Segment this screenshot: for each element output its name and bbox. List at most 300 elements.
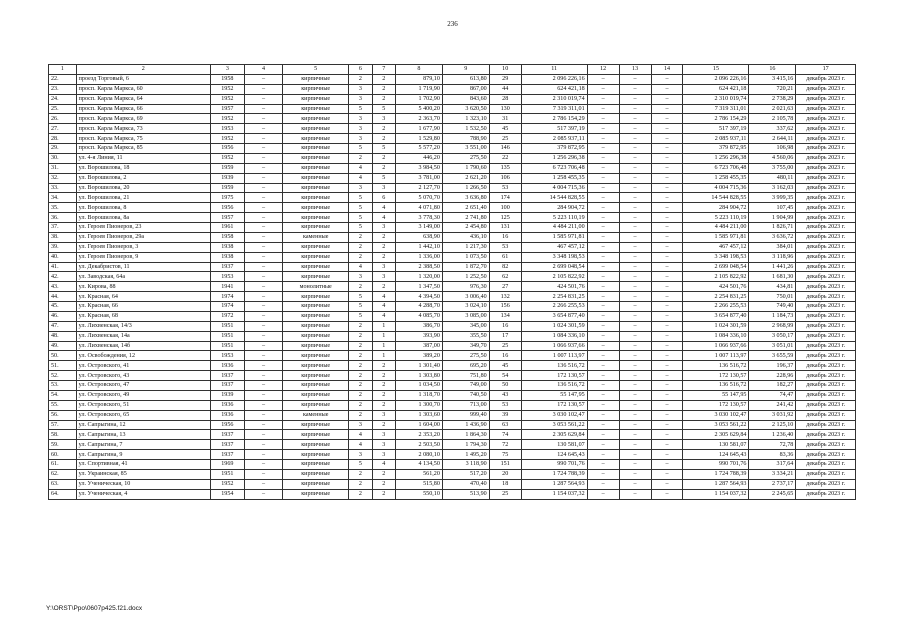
footer-file-path: Y:\ORST\Ppo\0607p425.f21.docx — [46, 605, 143, 612]
table-cell: декабрь 2023 г. — [796, 331, 856, 341]
table-cell: 106 — [489, 173, 521, 183]
table-cell: 37. — [49, 223, 77, 233]
table-cell: – — [244, 183, 282, 193]
table-cell: кирпичные — [283, 223, 349, 233]
table-cell: 1 904,99 — [749, 213, 796, 223]
table-cell: 46. — [49, 311, 77, 321]
table-cell: 613,80 — [442, 74, 489, 84]
table-cell: декабрь 2023 г. — [796, 272, 856, 282]
table-cell: 3 551,00 — [442, 144, 489, 154]
table-cell: 136 516,72 — [521, 361, 587, 371]
table-cell: – — [651, 114, 683, 124]
table-cell: – — [587, 331, 619, 341]
table-cell: 1974 — [210, 292, 244, 302]
table-cell: 5 223 110,19 — [683, 213, 749, 223]
table-cell: 2 968,99 — [749, 321, 796, 331]
table-cell: 53 — [489, 400, 521, 410]
table-cell: 3 030 102,47 — [683, 410, 749, 420]
table-body — [49, 74, 856, 499]
table-cell: – — [587, 450, 619, 460]
table-cell: ул. Спортивная, 41 — [76, 460, 210, 470]
table-cell: – — [651, 361, 683, 371]
table-cell: – — [244, 469, 282, 479]
table-cell: ул. Ворошилова, 20 — [76, 183, 210, 193]
table-cell: 387,00 — [396, 341, 443, 351]
table-cell: – — [619, 213, 651, 223]
table-cell: 29 — [489, 74, 521, 84]
table-cell: кирпичные — [283, 430, 349, 440]
table-cell: – — [244, 193, 282, 203]
table-cell: 52. — [49, 371, 77, 381]
table-cell: 172 130,57 — [683, 371, 749, 381]
table-cell: – — [587, 469, 619, 479]
table-cell: 1 — [372, 321, 395, 331]
table-cell: 2 363,70 — [396, 114, 443, 124]
table-cell: 5 — [349, 213, 372, 223]
table-cell: 1 872,70 — [442, 262, 489, 272]
table-cell: – — [651, 460, 683, 470]
table-cell: просп. Карла Маркса, 73 — [76, 124, 210, 134]
table-cell: – — [651, 74, 683, 84]
table-cell: кирпичные — [283, 252, 349, 262]
table-cell: кирпичные — [283, 469, 349, 479]
table-cell: – — [587, 124, 619, 134]
table-cell: 3 162,03 — [749, 183, 796, 193]
table-cell: 4 134,50 — [396, 460, 443, 470]
table-cell: 1956 — [210, 420, 244, 430]
table-cell: декабрь 2023 г. — [796, 144, 856, 154]
table-cell: ул. Островского, 51 — [76, 400, 210, 410]
column-header: 5 — [283, 65, 349, 75]
table-cell: 3 118,96 — [749, 252, 796, 262]
table-row — [49, 371, 856, 381]
table-cell: 1 007 113,97 — [683, 351, 749, 361]
table-cell: 62 — [489, 272, 521, 282]
table-cell: 82 — [489, 262, 521, 272]
table-cell: кирпичные — [283, 351, 349, 361]
table-cell: 130 581,07 — [521, 440, 587, 450]
table-cell: 393,90 — [396, 331, 443, 341]
table-row — [49, 213, 856, 223]
table-cell: – — [244, 361, 282, 371]
table-cell: 720,21 — [749, 84, 796, 94]
table-cell: просп. Карла Маркса, 69 — [76, 114, 210, 124]
table-cell: 1936 — [210, 361, 244, 371]
table-cell: – — [244, 134, 282, 144]
table-cell: – — [244, 381, 282, 391]
table-cell: – — [651, 242, 683, 252]
table-cell: 124 645,43 — [683, 450, 749, 460]
table-cell: декабрь 2023 г. — [796, 84, 856, 94]
table-cell: 83,36 — [749, 450, 796, 460]
table-cell: 5 223 110,19 — [521, 213, 587, 223]
table-cell: – — [651, 430, 683, 440]
table-cell: 1 — [372, 341, 395, 351]
table-cell: 1 154 037,32 — [683, 489, 749, 499]
table-cell: 2 — [372, 94, 395, 104]
table-cell: 4 — [349, 262, 372, 272]
table-cell: кирпичные — [283, 114, 349, 124]
table-cell: – — [651, 94, 683, 104]
table-cell: – — [619, 331, 651, 341]
table-cell: 2 503,50 — [396, 440, 443, 450]
table-cell: кирпичные — [283, 440, 349, 450]
table-cell: ул. Ворошилова, 18 — [76, 163, 210, 173]
table-cell: декабрь 2023 г. — [796, 351, 856, 361]
table-cell: ул. Кирова, 88 — [76, 282, 210, 292]
table-cell: 1952 — [210, 479, 244, 489]
table-cell: – — [587, 381, 619, 391]
table-cell: 6 723 706,48 — [683, 163, 749, 173]
table-cell: 2 — [372, 282, 395, 292]
table-cell: 695,20 — [442, 361, 489, 371]
table-cell: 1 303,80 — [396, 371, 443, 381]
table-row — [49, 321, 856, 331]
table-cell: 1951 — [210, 331, 244, 341]
table-cell: – — [244, 173, 282, 183]
table-cell: ул. Красная, 68 — [76, 311, 210, 321]
table-cell: 2 105 822,92 — [521, 272, 587, 282]
table-cell: – — [619, 94, 651, 104]
table-cell: ул. Декабристов, 11 — [76, 262, 210, 272]
table-cell: 1 034,50 — [396, 381, 443, 391]
table-cell: 2 — [372, 400, 395, 410]
table-row — [49, 292, 856, 302]
table-cell: ул. Островского, 49 — [76, 390, 210, 400]
table-cell: – — [619, 173, 651, 183]
table-cell: 1952 — [210, 153, 244, 163]
table-cell: – — [619, 469, 651, 479]
table-cell: ул. Сапрыгина, 13 — [76, 430, 210, 440]
table-cell: 22 — [489, 153, 521, 163]
column-header: 1 — [49, 65, 77, 75]
table-cell: 517 397,19 — [521, 124, 587, 134]
table-cell: – — [619, 410, 651, 420]
table-cell: – — [587, 203, 619, 213]
table-cell: 1 320,00 — [396, 272, 443, 282]
table-cell: – — [651, 410, 683, 420]
table-cell: 53. — [49, 381, 77, 391]
table-cell: 436,10 — [442, 232, 489, 242]
table-cell: 749,40 — [749, 302, 796, 312]
table-cell: – — [651, 371, 683, 381]
table-cell: 1 436,90 — [442, 420, 489, 430]
table-cell: 61 — [489, 252, 521, 262]
table-cell: 1 154 037,32 — [521, 489, 587, 499]
column-header: 8 — [396, 65, 443, 75]
table-cell: 275,50 — [442, 351, 489, 361]
table-cell: 28 — [489, 94, 521, 104]
table-cell: 3 — [372, 262, 395, 272]
table-cell: 62. — [49, 469, 77, 479]
table-cell: – — [587, 144, 619, 154]
table-cell: 2 080,10 — [396, 450, 443, 460]
table-cell: ул. Ученическая, 4 — [76, 489, 210, 499]
table-cell: – — [587, 173, 619, 183]
table-cell: 2 — [349, 321, 372, 331]
table-cell: 2 644,11 — [749, 134, 796, 144]
table-cell: кирпичные — [283, 311, 349, 321]
table-cell: 2 105,78 — [749, 114, 796, 124]
table-cell: 3 118,90 — [442, 460, 489, 470]
table-row — [49, 450, 856, 460]
table-cell: 976,30 — [442, 282, 489, 292]
table-cell: 1953 — [210, 272, 244, 282]
table-cell: 1 007 113,97 — [521, 351, 587, 361]
table-cell: 446,20 — [396, 153, 443, 163]
table-row — [49, 134, 856, 144]
table-cell: декабрь 2023 г. — [796, 400, 856, 410]
table-cell: 60. — [49, 450, 77, 460]
table-cell: – — [651, 232, 683, 242]
table-cell: 16 — [489, 321, 521, 331]
table-cell: ул. Сапрыгина, 9 — [76, 450, 210, 460]
table-cell: 45 — [489, 124, 521, 134]
table-row — [49, 460, 856, 470]
table-cell: – — [619, 124, 651, 134]
table-cell: 2 — [372, 489, 395, 499]
table-cell: 2 — [349, 400, 372, 410]
table-cell: ул. Заводская, 64а — [76, 272, 210, 282]
table-cell: – — [244, 460, 282, 470]
table-row — [49, 223, 856, 233]
table-cell: декабрь 2023 г. — [796, 371, 856, 381]
table-cell: 1 — [372, 351, 395, 361]
table-cell: – — [651, 144, 683, 154]
table-cell: кирпичные — [283, 420, 349, 430]
table-cell: 1937 — [210, 440, 244, 450]
table-row — [49, 124, 856, 134]
table-cell: 1 347,50 — [396, 282, 443, 292]
table-cell: кирпичные — [283, 94, 349, 104]
table-row — [49, 361, 856, 371]
table-cell: – — [651, 311, 683, 321]
table-cell: 2 — [372, 232, 395, 242]
table-cell: 2 — [372, 252, 395, 262]
table-row — [49, 74, 856, 84]
table-cell: – — [587, 371, 619, 381]
table-cell: 136 516,72 — [521, 381, 587, 391]
table-cell: – — [244, 390, 282, 400]
table-cell: – — [651, 104, 683, 114]
table-cell: 424 501,76 — [683, 282, 749, 292]
table-cell: 151 — [489, 460, 521, 470]
table-cell: – — [587, 440, 619, 450]
table-cell: 3 984,50 — [396, 163, 443, 173]
table-cell: 1 323,10 — [442, 114, 489, 124]
table-cell: 3 — [349, 134, 372, 144]
table-cell: 3 755,00 — [749, 163, 796, 173]
table-cell: 39 — [489, 410, 521, 420]
table-cell: – — [587, 153, 619, 163]
table-cell: 5 — [349, 193, 372, 203]
table-cell: 1957 — [210, 213, 244, 223]
table-cell: – — [587, 94, 619, 104]
table-cell: 1 287 564,93 — [521, 479, 587, 489]
table-cell: 3 053 561,22 — [521, 420, 587, 430]
table-cell: 2 305 629,84 — [683, 430, 749, 440]
table-cell: 4 — [372, 213, 395, 223]
table-cell: 1937 — [210, 450, 244, 460]
table-cell: – — [651, 193, 683, 203]
table-cell: 2 — [372, 153, 395, 163]
table-cell: декабрь 2023 г. — [796, 193, 856, 203]
table-cell: – — [244, 153, 282, 163]
table-cell: 6 723 706,48 — [521, 163, 587, 173]
table-cell: 27. — [49, 124, 77, 134]
table-cell: 72,78 — [749, 440, 796, 450]
table-cell: 1 300,70 — [396, 400, 443, 410]
table-cell: 6 — [372, 193, 395, 203]
table-cell: 5 — [372, 104, 395, 114]
table-cell: 3 — [349, 94, 372, 104]
table-cell: 3 — [372, 430, 395, 440]
table-cell: 23. — [49, 84, 77, 94]
table-cell: – — [587, 311, 619, 321]
table-cell: 4 — [372, 292, 395, 302]
table-cell: декабрь 2023 г. — [796, 223, 856, 233]
table-cell: 1 604,00 — [396, 420, 443, 430]
table-row — [49, 400, 856, 410]
table-cell: 1952 — [210, 94, 244, 104]
table-cell: 1959 — [210, 183, 244, 193]
table-cell: 135 — [489, 163, 521, 173]
table-cell: 53 — [489, 242, 521, 252]
table-cell: 4 — [372, 460, 395, 470]
column-header: 15 — [683, 65, 749, 75]
table-cell: декабрь 2023 г. — [796, 321, 856, 331]
table-cell: кирпичные — [283, 153, 349, 163]
table-cell: 990 701,76 — [683, 460, 749, 470]
table-cell: 517,20 — [442, 469, 489, 479]
table-cell: каменные — [283, 410, 349, 420]
table-cell: кирпичные — [283, 479, 349, 489]
table-cell: 1953 — [210, 124, 244, 134]
table-cell: 3 415,16 — [749, 74, 796, 84]
table-cell: – — [619, 390, 651, 400]
table-cell: 1936 — [210, 410, 244, 420]
table-cell: 1975 — [210, 193, 244, 203]
table-cell: – — [244, 213, 282, 223]
table-cell: 136 516,72 — [683, 381, 749, 391]
table-cell: 25. — [49, 104, 77, 114]
table-cell: 2 — [349, 341, 372, 351]
table-cell: 2 — [349, 489, 372, 499]
table-cell: 1 724 788,39 — [521, 469, 587, 479]
table-cell: 25 — [489, 341, 521, 351]
table-cell: 561,20 — [396, 469, 443, 479]
table-cell: 1952 — [210, 84, 244, 94]
table-cell: 3 — [349, 84, 372, 94]
table-cell: 1 084 336,10 — [683, 331, 749, 341]
table-cell: 3 636,80 — [442, 193, 489, 203]
table-cell: – — [619, 440, 651, 450]
table-cell: 1972 — [210, 311, 244, 321]
table-cell: 2 — [349, 331, 372, 341]
table-cell: 26. — [49, 114, 77, 124]
table-row — [49, 381, 856, 391]
table-cell: 3 — [372, 440, 395, 450]
table-cell: 74 — [489, 430, 521, 440]
table-row — [49, 163, 856, 173]
table-cell: декабрь 2023 г. — [796, 74, 856, 84]
table-row — [49, 489, 856, 499]
table-cell: – — [651, 302, 683, 312]
table-cell: – — [587, 292, 619, 302]
table-cell: 2 — [372, 74, 395, 84]
table-cell: монолитные — [283, 282, 349, 292]
table-cell: 2 — [349, 282, 372, 292]
table-cell: 57. — [49, 420, 77, 430]
table-cell: 32. — [49, 173, 77, 183]
table-cell: – — [619, 193, 651, 203]
table-cell: – — [587, 479, 619, 489]
table-cell: – — [619, 489, 651, 499]
table-cell: – — [619, 84, 651, 94]
table-cell: 1 794,30 — [442, 440, 489, 450]
table-cell: 3 — [372, 450, 395, 460]
table-cell: ул. Ворошилова, 8а — [76, 213, 210, 223]
table-cell: – — [651, 163, 683, 173]
table-cell: – — [244, 223, 282, 233]
table-cell: просп. Карла Маркса, 64 — [76, 94, 210, 104]
table-cell: – — [587, 262, 619, 272]
table-cell: ул. Героев Пионеров, 9 — [76, 252, 210, 262]
table-cell: декабрь 2023 г. — [796, 489, 856, 499]
table-cell: 53 — [489, 183, 521, 193]
table-cell: – — [619, 361, 651, 371]
page-number: 236 — [447, 20, 458, 28]
table-cell: 2 266 255,53 — [521, 302, 587, 312]
table-cell: 5 — [349, 302, 372, 312]
table-cell: – — [651, 272, 683, 282]
table-cell: 43. — [49, 282, 77, 292]
table-cell: 355,50 — [442, 331, 489, 341]
table-cell: – — [651, 282, 683, 292]
table-cell: 2 310 019,74 — [521, 94, 587, 104]
table-cell: – — [651, 173, 683, 183]
table-cell: 42. — [49, 272, 77, 282]
table-cell: 2 — [372, 420, 395, 430]
table-cell: 4 — [349, 173, 372, 183]
table-cell: декабрь 2023 г. — [796, 302, 856, 312]
table-cell: декабрь 2023 г. — [796, 460, 856, 470]
table-cell: просп. Карла Маркса, 85 — [76, 144, 210, 154]
table-cell: 4 004 715,36 — [521, 183, 587, 193]
table-cell: декабрь 2023 г. — [796, 440, 856, 450]
table-cell: 61. — [49, 460, 77, 470]
column-header: 16 — [749, 65, 796, 75]
table-cell: 2 — [372, 124, 395, 134]
table-cell: 172 130,57 — [683, 400, 749, 410]
table-cell: 2 — [349, 242, 372, 252]
table-cell: 1937 — [210, 430, 244, 440]
table-cell: 1939 — [210, 173, 244, 183]
table-cell: 470,40 — [442, 479, 489, 489]
table-cell: 1 826,71 — [749, 223, 796, 233]
table-cell: – — [619, 292, 651, 302]
table-cell: 1 — [372, 331, 395, 341]
table-cell: – — [651, 203, 683, 213]
table-cell: кирпичные — [283, 163, 349, 173]
table-cell: 3 620,50 — [442, 104, 489, 114]
table-cell: – — [587, 252, 619, 262]
table-cell: 2 305 629,84 — [521, 430, 587, 440]
table-cell: 3 654 877,40 — [521, 311, 587, 321]
table-cell: – — [619, 272, 651, 282]
table-cell: 130 581,07 — [683, 440, 749, 450]
table-cell: – — [244, 104, 282, 114]
